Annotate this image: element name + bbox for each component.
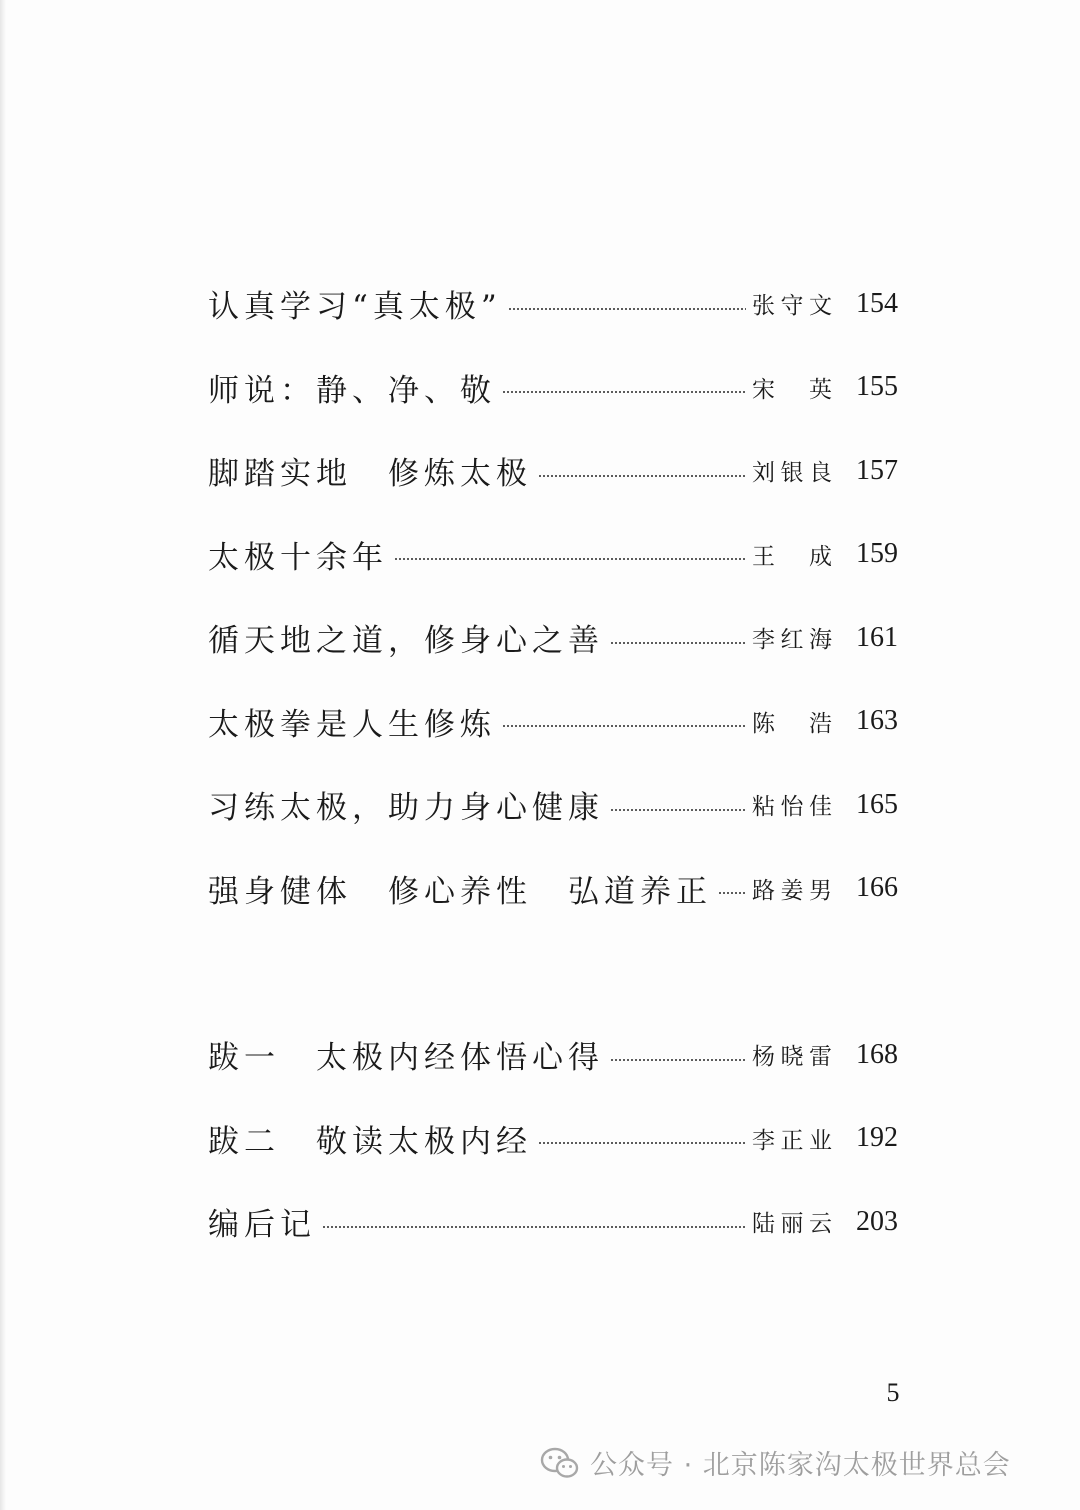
watermark — [540, 1443, 1011, 1482]
entry-author: 王 成 — [752, 543, 832, 570]
page-number: 5 — [886, 1378, 900, 1407]
toc-entry — [208, 847, 898, 931]
dot-leader — [538, 475, 746, 477]
entry-title: 强身健体 修心养性 弘道养正 — [208, 873, 712, 910]
entry-title: 太极拳是人生修炼 — [208, 706, 496, 743]
dot-leader — [502, 391, 746, 393]
entry-author: 陆丽云 — [752, 1211, 832, 1238]
toc-entry — [208, 429, 898, 513]
toc-entry — [208, 346, 898, 430]
dot-leader — [610, 1059, 746, 1061]
entry-title: 脚踏实地 修炼太极 — [208, 456, 532, 493]
entry-page-number: 161 — [856, 621, 898, 653]
entry-title: 编后记 — [208, 1207, 316, 1244]
toc-entry — [208, 680, 898, 764]
dot-leader — [502, 725, 746, 727]
toc-entry — [208, 262, 898, 346]
wechat-icon — [540, 1446, 580, 1480]
entry-title: 跋一 太极内经体悟心得 — [208, 1040, 604, 1077]
entry-page-number: 168 — [856, 1038, 898, 1070]
toc-entry — [208, 596, 898, 680]
dot-leader — [322, 1226, 746, 1228]
toc-entry — [208, 1013, 898, 1097]
entry-author: 李正业 — [752, 1127, 832, 1154]
dot-leader — [538, 1142, 746, 1144]
entry-page-number: 154 — [856, 287, 898, 319]
toc-entry — [208, 513, 898, 597]
toc-entry — [208, 763, 898, 847]
entry-page-number: 157 — [856, 454, 898, 486]
entry-page-number: 203 — [856, 1205, 898, 1237]
toc-group-postscripts — [208, 1013, 898, 1264]
dot-leader — [718, 892, 746, 894]
entry-title: 认真学习“真太极” — [208, 289, 502, 326]
entry-author: 张守文 — [752, 293, 832, 320]
entry-author: 刘银良 — [752, 460, 832, 487]
dot-leader — [394, 558, 746, 560]
entry-author: 粘怡佳 — [752, 794, 832, 821]
entry-title: 跋二 敬读太极内经 — [208, 1123, 532, 1160]
dot-leader — [610, 642, 746, 644]
entry-author: 路姜男 — [752, 877, 832, 904]
entry-author: 陈 浩 — [752, 710, 832, 737]
toc-group-essays — [208, 262, 898, 930]
dot-leader — [508, 308, 746, 310]
entry-page-number: 165 — [856, 788, 898, 820]
entry-page-number: 166 — [856, 872, 898, 904]
entry-title: 习练太极，助力身心健康 — [208, 790, 604, 827]
toc-entry — [208, 1180, 898, 1264]
entry-title: 太极十余年 — [208, 539, 388, 576]
entry-title: 循天地之道，修身心之善 — [208, 623, 604, 660]
entry-author: 李红海 — [752, 627, 832, 654]
entry-author: 杨晓雷 — [752, 1044, 832, 1071]
entry-author: 宋 英 — [752, 376, 832, 403]
entry-page-number: 159 — [856, 538, 898, 570]
toc-entry — [208, 1097, 898, 1181]
entry-page-number: 192 — [856, 1122, 898, 1154]
entry-page-number: 155 — [856, 371, 898, 403]
entry-title: 师说：静、净、敬 — [208, 372, 496, 409]
entry-page-number: 163 — [856, 705, 898, 737]
dot-leader — [610, 809, 746, 811]
watermark-text: 公众号 · 北京陈家沟太极世界总会 — [590, 1450, 1011, 1481]
